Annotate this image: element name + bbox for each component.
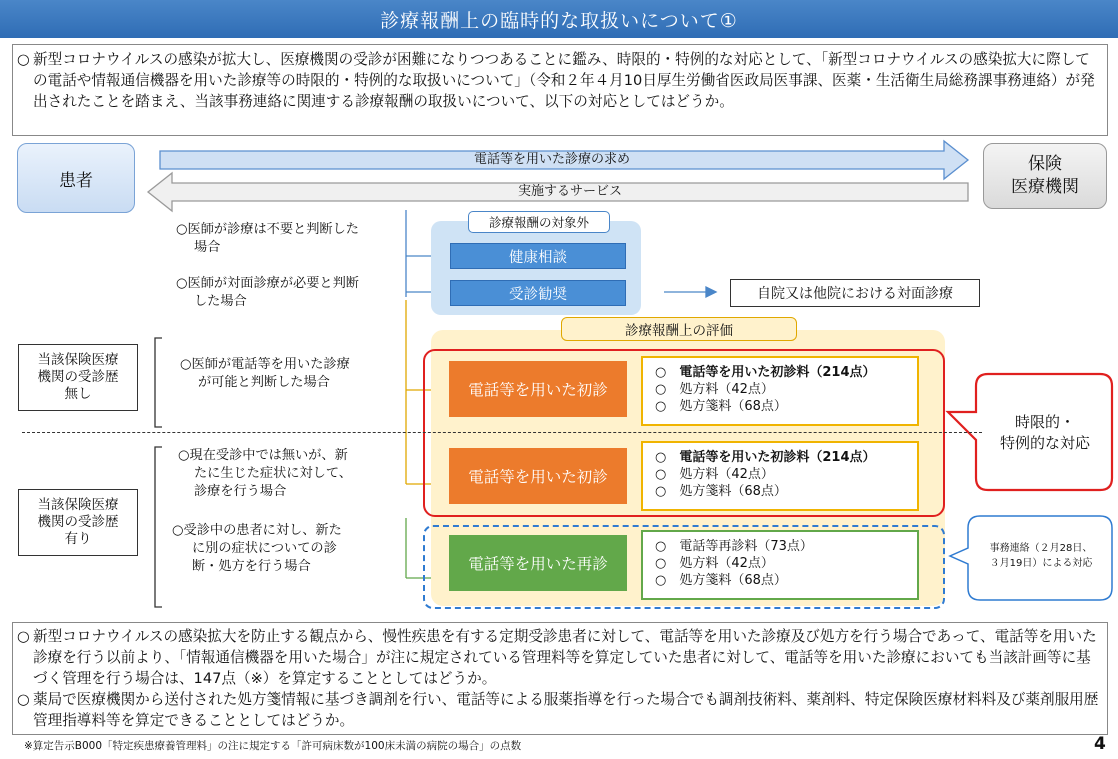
condition-1-line2: 場合 [194, 240, 221, 255]
condition-4-line3: 診療を行う場合 [194, 484, 287, 499]
condition-3-line1: ○医師が電話等を用いた診療 [180, 357, 350, 372]
fee-prescription-slip: 処方箋料（68点） [679, 484, 787, 499]
footnote: ※算定告示B000「特定疾患療養管理料」の注に規定する「許可病床数が100床未満の病院の場合」の点数 [24, 740, 522, 752]
bullet: ○ [655, 484, 667, 499]
fee-revisit: 電話等再診料（73点） [679, 539, 813, 554]
history-yes-box [18, 489, 138, 556]
evaluation-tag: 診療報酬上の評価 [561, 317, 797, 341]
bullet: ○ [655, 399, 667, 414]
fee-prescription: 処方料（42点） [679, 556, 774, 571]
bullet: ○ [655, 382, 667, 397]
first-visit-fees-1 [641, 356, 919, 426]
condition-4-line1: ○現在受診中では無いが、新 [178, 448, 348, 463]
condition-5-line3: 断・処方を行う場合 [192, 559, 311, 574]
history-none-line1: 当該保険医療 [37, 352, 119, 368]
history-yes-line3: 有り [64, 531, 92, 547]
notice-callout [970, 541, 1112, 571]
history-yes-line2: 機関の受診歴 [37, 514, 119, 530]
history-none-line2: 機関の受診歴 [37, 369, 119, 385]
notice-line1: 事務連絡（２月28日、 [989, 543, 1093, 554]
bullet: ○ [655, 467, 667, 482]
bullet: ○ [655, 450, 667, 465]
fee-first-visit: 電話等を用いた初診料（214点） [679, 365, 876, 380]
condition-2-line2: した場合 [194, 294, 247, 309]
history-none-box [18, 344, 138, 411]
outside-tag: 診療報酬の対象外 [468, 211, 610, 233]
condition-1-line1: ○医師が診療は不要と判断した [176, 222, 359, 237]
condition-other-symptom [172, 522, 398, 576]
page-title: 診療報酬上の臨時的な取扱いについて① [0, 0, 1118, 38]
condition-in-person [176, 275, 406, 311]
bottom-text-1: 新型コロナウイルスの感染拡大を防止する観点から、慢性疾患を有する定期受診患者に対して、電話等を用いた診療及び処方を行う場合であって、電話等を用いた診療を行う以前より、「情報通信機器を用いた場合」が注に規定されている管理料等を算定していた患者に対して、電話等を用いた診療においても当該計画等に基づく管理を行う場合は、147点（※）を算定することとしてはどうか。 [33, 628, 1097, 687]
condition-3-line2: が可能と判断した場合 [198, 375, 330, 390]
revisit-box: 電話等を用いた再診 [449, 535, 627, 591]
insurer-box [983, 143, 1107, 209]
intro-mark: ○ [17, 51, 30, 68]
history-yes-line1: 当該保険医療 [37, 497, 119, 513]
history-none-line3: 無し [64, 386, 92, 402]
condition-4-line2: たに生じた症状に対して、 [194, 466, 352, 481]
first-visit-box-1: 電話等を用いた初診 [449, 361, 627, 417]
bottom-text-2: 薬局で医療機関から送付された処方箋情報に基づき調剤を行い、電話等による服薬指導を行った場合でも調剤技術料、薬剤料、特定保険医療材料料及び薬剤服用歴管理指導料等を算定できることとしてはどうか。 [33, 691, 1099, 729]
request-label: 電話等を用いた診療の求め [473, 152, 630, 167]
bullet: ○ [655, 365, 667, 380]
recommend-visit-box: 受診勧奨 [450, 280, 626, 306]
condition-phone-possible [180, 356, 406, 392]
in-person-box: 自院又は他院における対面診療 [730, 279, 980, 307]
bottom-mark-2: ○ [17, 691, 30, 708]
fee-prescription-slip: 処方箋料（68点） [679, 399, 787, 414]
health-consult-box: 健康相談 [450, 243, 626, 269]
intro-text: 新型コロナウイルスの感染が拡大し、医療機関の受診が困難になりつつあることに鑑み、時限的・特例的な対応として、「新型コロナウイルスの感染拡大に際しての電話や情報通信機器を用いた診療等の時限的・特例的な取扱いについて」（令和２年４月10日厚生労働省医政局医事課、医薬・生活衛生局総務課事務連絡）が発出されたことを踏まえ、当該事務連絡に関連する診療報酬の取扱いについて、以下の対応としてはどうか。 [33, 51, 1095, 110]
bottom-para-2 [17, 689, 1099, 731]
bottom-box [12, 622, 1108, 735]
fee-prescription-slip: 処方箋料（68点） [679, 573, 787, 588]
fee-first-visit: 電話等を用いた初診料（214点） [679, 450, 876, 465]
first-visit-box-2: 電話等を用いた初診 [449, 448, 627, 504]
condition-not-needed [176, 221, 406, 257]
notice-line2: ３月19日）による対応 [989, 558, 1093, 569]
condition-5-line1: ○受診中の患者に対し、新た [172, 523, 342, 538]
fee-prescription: 処方料（42点） [679, 467, 774, 482]
bullet: ○ [655, 573, 667, 588]
insurer-line1: 保険 [1028, 154, 1062, 174]
bullet: ○ [655, 556, 667, 571]
service-label: 実施するサービス [517, 184, 622, 199]
fee-prescription: 処方料（42点） [679, 382, 774, 397]
bottom-mark-1: ○ [17, 628, 30, 645]
temporary-callout [978, 412, 1112, 454]
page-number: 4 [1094, 734, 1106, 754]
insurer-line2: 医療機関 [1011, 177, 1079, 197]
condition-2-line1: ○医師が対面診療が必要と判断 [176, 276, 359, 291]
bottom-para-1 [17, 626, 1099, 689]
revisit-fees [641, 530, 919, 600]
bullet: ○ [655, 539, 667, 554]
temporary-line2: 特例的な対応 [999, 434, 1090, 452]
condition-5-line2: に別の症状についての診 [192, 541, 337, 556]
condition-new-symptom [178, 447, 404, 501]
history-divider [22, 432, 982, 433]
patient-box: 患者 [17, 143, 135, 213]
temporary-line1: 時限的・ [1014, 413, 1075, 431]
first-visit-fees-2 [641, 441, 919, 511]
